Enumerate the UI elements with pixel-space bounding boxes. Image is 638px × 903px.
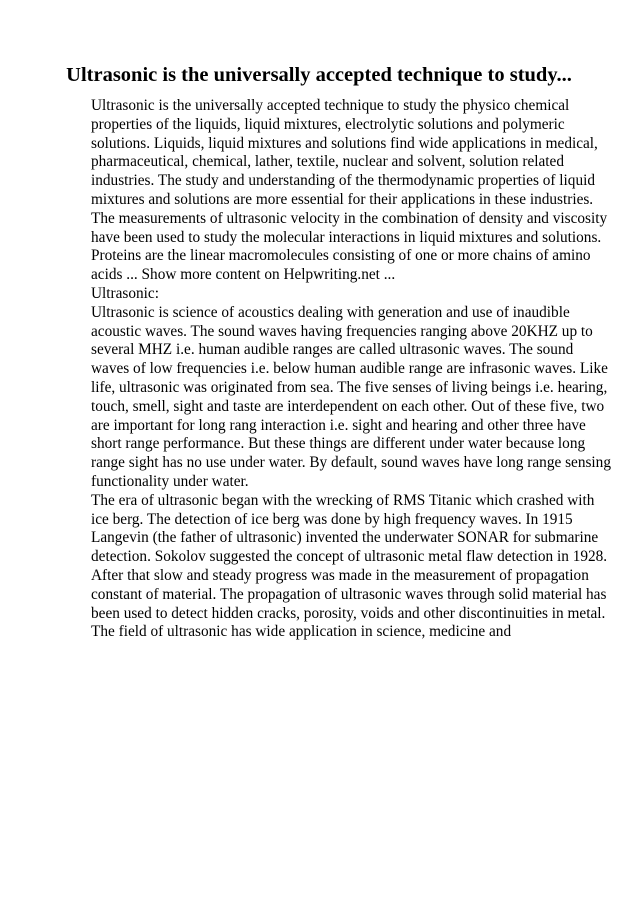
text-line: several MHZ i.e. human audible ranges are called ultrasonic waves. The sound — [91, 341, 574, 359]
text-line: have been used to study the molecular interactions in liquid mixtures and solutions. — [91, 228, 602, 246]
text-line: Proteins are the linear macromolecules consisting of one or more chains of amino — [91, 247, 591, 265]
section-heading: Ultrasonic: — [91, 284, 159, 302]
text-line: solutions. Liquids, liquid mixtures and solutions find wide applications in medical, — [91, 134, 598, 152]
text-line: short range performance. But these things are different under water because long — [91, 435, 586, 453]
text-line: properties of the liquids, liquid mixtures, electrolytic solutions and polymeric — [91, 115, 565, 133]
text-line: constant of material. The propagation of ultrasonic waves through solid material has — [91, 585, 607, 603]
text-line: mixtures and solutions are more essential for their applications in these industries. — [91, 190, 594, 208]
text-line: range sight has no use under water. By default, sound waves have long range sensing — [91, 454, 611, 472]
text-line: industries. The study and understanding of the thermodynamic properties of liquid — [91, 172, 595, 190]
text-line: ice berg. The detection of ice berg was done by high frequency waves. In 1915 — [91, 510, 573, 528]
text-line: acids ... Show more content on Helpwriting.net ... — [91, 266, 396, 284]
text-line: waves of low frequencies i.e. below human audible range are infrasonic waves. Like — [91, 360, 608, 378]
text-line: The field of ultrasonic has wide application in science, medicine and — [91, 623, 512, 641]
text-line: been used to detect hidden cracks, porosity, voids and other discontinuities in metal. — [91, 604, 606, 622]
text-line: Ultrasonic is the universally accepted technique to study the physico chemical — [91, 97, 570, 114]
text-line: functionality under water. — [91, 472, 249, 490]
text-line: After that slow and steady progress was made in the measurement of propagation — [91, 566, 589, 584]
text-line: acoustic waves. The sound waves having frequencies ranging above 20KHZ up to — [91, 322, 593, 340]
text-line: The era of ultrasonic began with the wrecking of RMS Titanic which crashed with — [91, 491, 595, 509]
text-line: Ultrasonic is science of acoustics dealing with generation and use of inaudible — [91, 303, 570, 321]
text-line: life, ultrasonic was originated from sea. The five senses of living beings i.e. hearing, — [91, 378, 608, 396]
document-title: Ultrasonic is the universally accepted technique to study... — [66, 64, 572, 86]
text-line: The measurements of ultrasonic velocity in the combination of density and viscosity — [91, 209, 608, 227]
text-line: Langevin (the father of ultrasonic) invented the underwater SONAR for submarine — [91, 529, 599, 547]
text-line: pharmaceutical, chemical, lather, textile, nuclear and solvent, solution related — [91, 153, 564, 171]
text-line: are important for long rang interaction i.e. sight and hearing and other three have — [91, 416, 586, 434]
text-line: detection. Sokolov suggested the concept of ultrasonic metal flaw detection in 1928. — [91, 548, 608, 566]
document-body — [91, 97, 611, 642]
text-line: touch, smell, sight and taste are interdependent on each other. Out of these five, two — [91, 397, 605, 415]
